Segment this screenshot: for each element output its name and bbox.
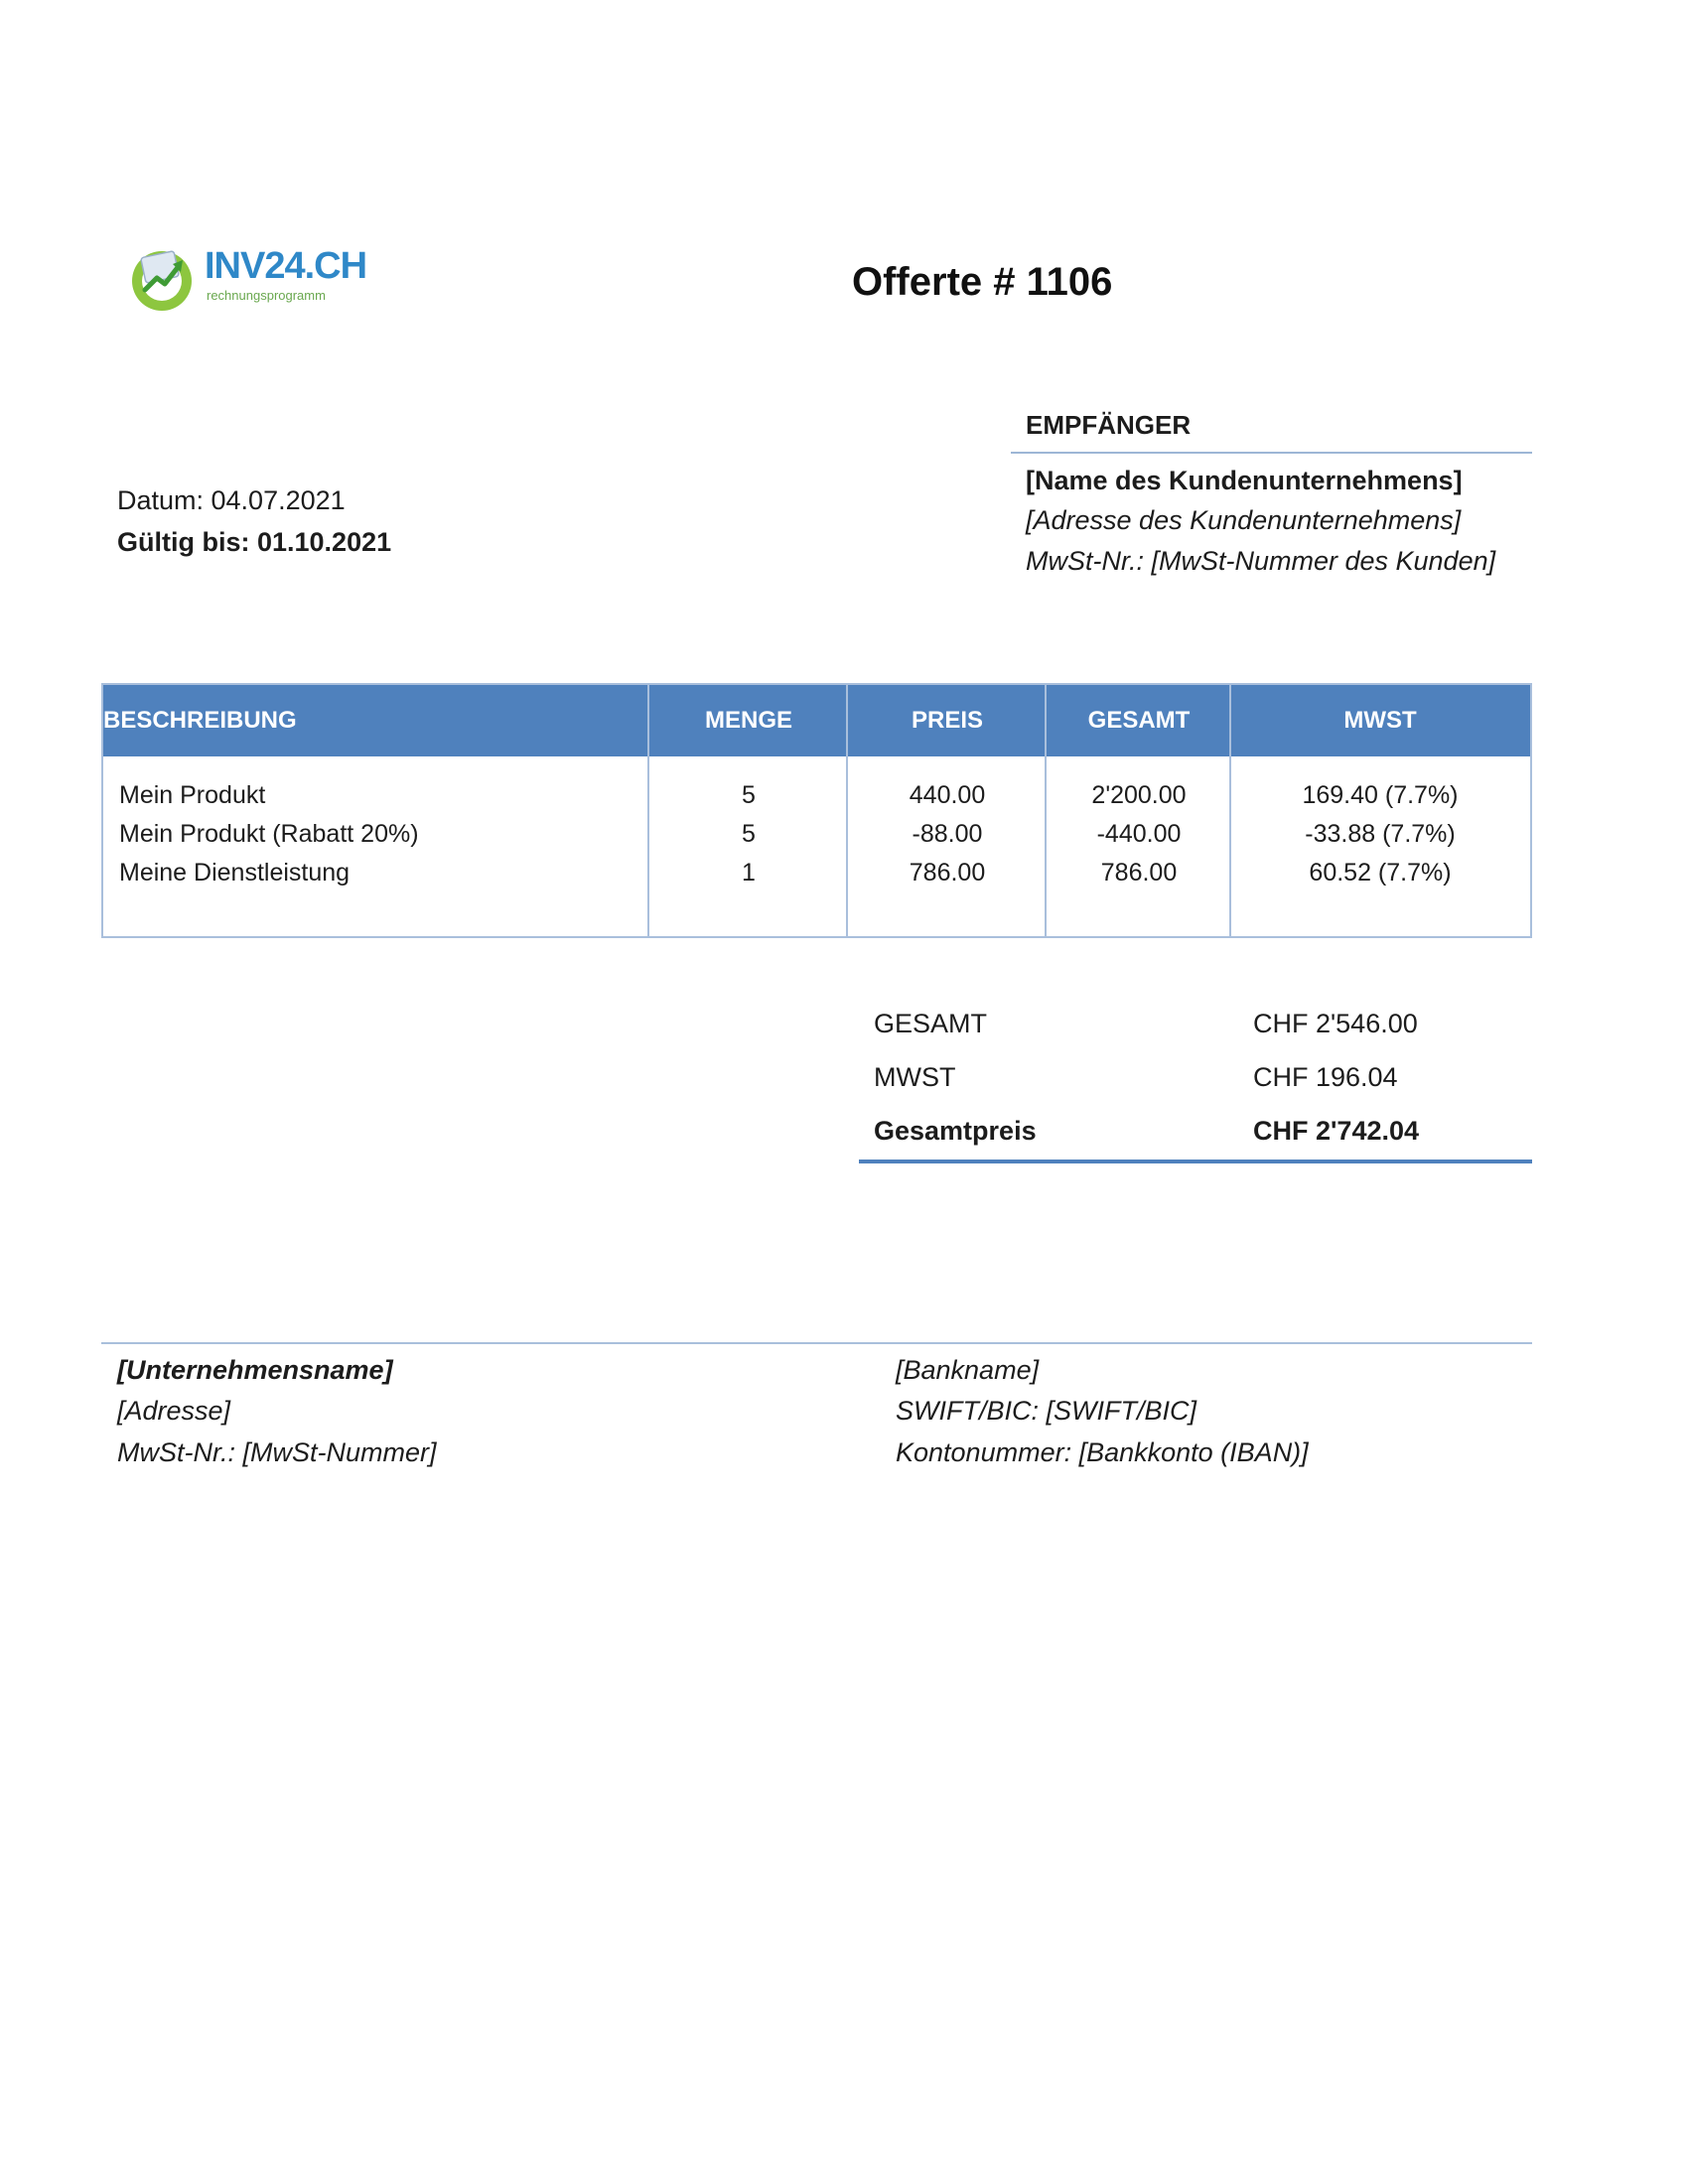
- summary-grand-value: CHF 2'742.04: [1253, 1116, 1420, 1146]
- column-header-quantity: MENGE: [704, 707, 792, 734]
- cell-total: 786.00: [1100, 859, 1178, 887]
- cell-vat: 60.52 (7.7%): [1309, 859, 1452, 887]
- summary-grand-label: Gesamtpreis: [874, 1116, 1037, 1146]
- summary-total-value: CHF 2'546.00: [1253, 1009, 1418, 1038]
- document-title: Offerte # 1106: [852, 260, 1113, 304]
- recipient-divider: [1011, 452, 1532, 454]
- valid-until: Gültig bis: 01.10.2021: [117, 527, 392, 557]
- cell-quantity: 1: [742, 859, 756, 887]
- offer-date: Datum: 04.07.2021: [117, 485, 346, 515]
- table-header: [103, 685, 1530, 756]
- cell-vat: -33.88 (7.7%): [1305, 820, 1456, 848]
- summary-vat-value: CHF 196.04: [1253, 1062, 1398, 1092]
- recipient-address: [Adresse des Kundenunternehmens]: [1026, 505, 1462, 535]
- footer-vat: MwSt-Nr.: [MwSt-Nummer]: [117, 1437, 437, 1467]
- table-row: [103, 776, 1530, 815]
- company-logo: [129, 238, 367, 314]
- cell-price: -88.00: [912, 820, 983, 848]
- cell-price: 786.00: [909, 859, 986, 887]
- footer-company-name: [Unternehmensname]: [117, 1355, 393, 1385]
- logo-chart-icon: [129, 246, 195, 312]
- cell-total: 2'200.00: [1091, 781, 1187, 809]
- footer-divider: [101, 1342, 1532, 1344]
- column-header-description: BESCHREIBUNG: [103, 707, 297, 734]
- summary-underline: [859, 1160, 1532, 1163]
- cell-price: 440.00: [909, 781, 986, 809]
- summary-vat-label: MWST: [874, 1062, 956, 1092]
- footer-iban: Kontonummer: [Bankkonto (IBAN)]: [896, 1437, 1309, 1467]
- cell-description: Meine Dienstleistung: [119, 859, 351, 887]
- cell-description: Mein Produkt: [119, 781, 266, 809]
- logo-brand: INV24.CH: [205, 245, 367, 287]
- column-header-total: GESAMT: [1087, 707, 1191, 734]
- recipient-name: [Name des Kundenunternehmens]: [1026, 466, 1463, 495]
- items-table: [101, 683, 1532, 938]
- recipient-vat: MwSt-Nr.: [MwSt-Nummer des Kunden]: [1026, 546, 1496, 576]
- table-row: [103, 854, 1530, 892]
- recipient-heading: EMPFÄNGER: [1026, 410, 1192, 440]
- column-header-price: PREIS: [911, 707, 984, 734]
- logo-tagline: rechnungsprogramm: [207, 288, 326, 303]
- footer-address: [Adresse]: [117, 1396, 231, 1426]
- cell-quantity: 5: [742, 820, 756, 848]
- footer-bank-name: [Bankname]: [896, 1355, 1040, 1385]
- footer-swift: SWIFT/BIC: [SWIFT/BIC]: [896, 1396, 1196, 1426]
- cell-quantity: 5: [742, 781, 756, 809]
- cell-description: Mein Produkt (Rabatt 20%): [119, 820, 419, 848]
- cell-total: -440.00: [1096, 820, 1182, 848]
- summary-total-label: GESAMT: [874, 1009, 988, 1038]
- column-header-vat: MWST: [1343, 707, 1417, 734]
- cell-vat: 169.40 (7.7%): [1302, 781, 1459, 809]
- table-row: [103, 815, 1530, 854]
